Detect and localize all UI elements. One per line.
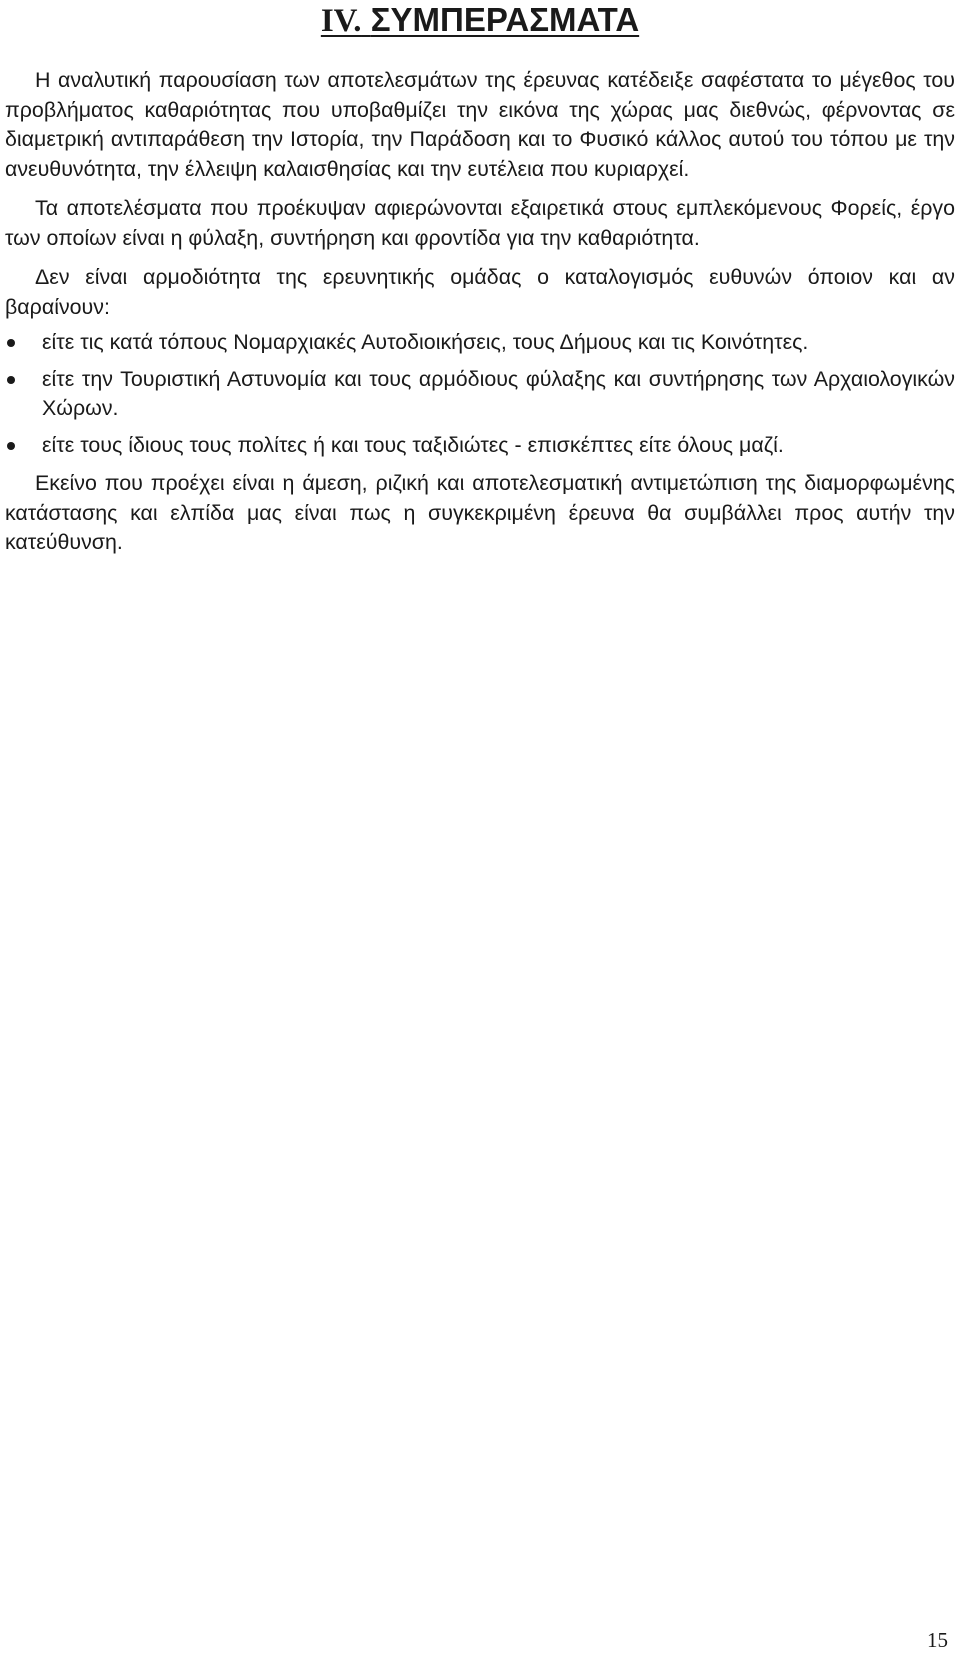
section-number: IV. xyxy=(320,3,362,39)
bullet-icon xyxy=(7,339,15,347)
paragraph-intro: Η αναλυτική παρουσίαση των αποτελεσμάτων της έρευνας κατέδειξε σαφέστατα το μέγεθος του προβλήματος καθαριότητας που υποβαθμίζει την εικόνα της χώρας μας διεθνώς, φέρνοντας σε διαμετρική αντιπαράθεση την Ιστορία, την Παράδοση και το Φυσικό κάλλος αυτού του τόπου με την ανευθυνότητα, την έλλειψη καλαισθησίας και την ευτέλεια που κυριαρχεί. xyxy=(5,68,955,181)
list-item-text: είτε τις κατά τόπους Νομαρχιακές Αυτοδιοικήσεις, τους Δήμους και τις Κοινότητες. xyxy=(42,330,809,354)
paragraph-closing: Εκείνο που προέχει είναι η άμεση, ριζική και αποτελεσματική αντιμετώπιση της διαμορφωμένης κατάστασης και ελπίδα μας είναι πως η συγκεκριμένη έρευνα θα συμβάλλει προς αυτήν την κατεύθυνση. xyxy=(5,471,955,554)
section-title: ΣΥΜΠΕΡΑΣΜΑΤΑ xyxy=(370,1,640,38)
list-item xyxy=(5,431,955,461)
list-item xyxy=(5,328,955,358)
document-body xyxy=(5,66,955,568)
list-item xyxy=(5,365,955,424)
bullet-list xyxy=(5,328,955,460)
section-heading-text xyxy=(321,1,639,38)
section-heading xyxy=(0,0,960,41)
paragraph-responsibility: Δεν είναι αρμοδιότητα της ερευνητικής ομάδας ο καταλογισμός ευθυνών όποιον και αν βαραίνουν: xyxy=(5,265,955,319)
bullet-icon xyxy=(7,376,15,384)
paragraph-results: Τα αποτελέσματα που προέκυψαν αφιερώνονται εξαιρετικά στους εμπλεκόμενους Φορείς, έργο των οποίων είναι η φύλαξη, συντήρηση και φροντίδα για την καθαριότητα. xyxy=(5,196,955,250)
page-number: 15 xyxy=(927,1628,948,1652)
bullet-icon xyxy=(7,442,15,450)
list-item-text: είτε την Τουριστική Αστυνομία και τους αρμόδιους φύλαξης και συντήρησης των Αρχαιολογικών Χώρων. xyxy=(42,366,955,420)
list-item-text: είτε τους ίδιους τους πολίτες ή και τους ταξιδιώτες - επισκέπτες είτε όλους μαζί. xyxy=(42,432,784,457)
